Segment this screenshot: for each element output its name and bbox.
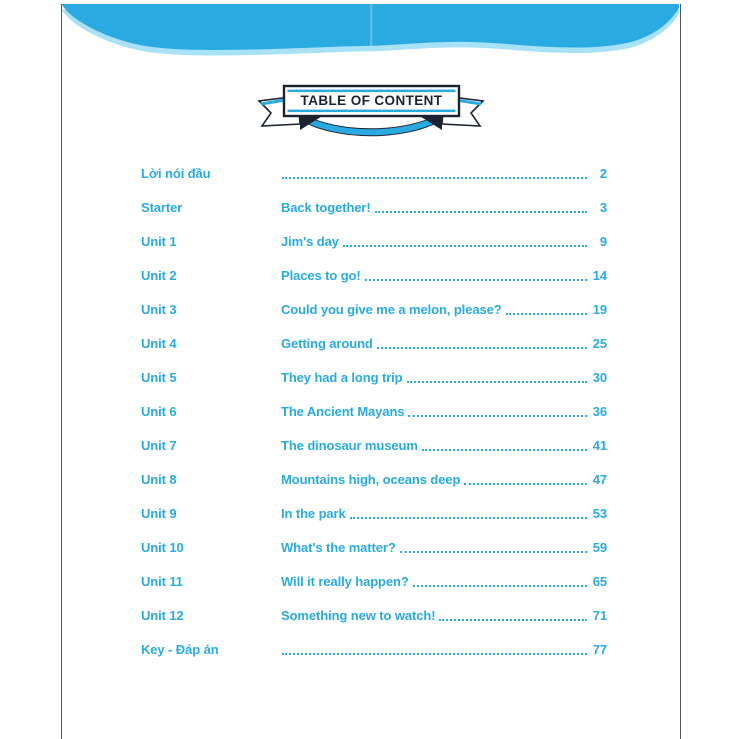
toc-entry	[281, 506, 607, 521]
toc-unit-label: Unit 9	[141, 505, 177, 521]
toc-row	[141, 598, 607, 632]
toc-row	[141, 327, 607, 361]
dot-leader	[400, 551, 587, 553]
toc-page-number: 59	[592, 539, 607, 555]
toc-title: Will it really happen?	[281, 573, 409, 589]
toc-entry	[281, 234, 607, 249]
page-fold-seam	[370, 4, 373, 46]
toc-page-number: 2	[599, 166, 607, 182]
toc-unit-label: Unit 10	[141, 539, 184, 555]
toc-title: They had a long trip	[281, 370, 403, 386]
toc-entry	[281, 438, 607, 453]
toc-page-number: 47	[592, 471, 607, 487]
toc-page-number: 30	[592, 370, 607, 386]
toc-title: Back together!	[281, 200, 371, 216]
dot-leader	[413, 585, 587, 587]
toc-entry	[281, 200, 607, 215]
toc-entry	[281, 404, 607, 419]
toc-page-number: 3	[599, 200, 607, 216]
toc-row	[141, 259, 607, 293]
toc-page-number: 14	[592, 268, 607, 284]
toc-row	[141, 225, 607, 259]
toc-row	[141, 564, 607, 598]
toc-unit-label: Starter	[141, 200, 183, 216]
dot-leader	[407, 381, 587, 383]
toc-unit-label: Unit 6	[141, 404, 177, 420]
toc-unit-label: Key - Đáp án	[141, 641, 219, 657]
toc-row	[141, 191, 607, 225]
toc-page-number: 65	[592, 573, 607, 589]
toc-title: What's the matter?	[281, 539, 396, 555]
toc-row	[141, 395, 607, 429]
toc-unit-label: Unit 1	[141, 234, 177, 250]
toc-entry	[281, 166, 607, 181]
toc-title: In the park	[281, 505, 346, 521]
toc-unit-label: Lời nói đầu	[141, 166, 211, 182]
dot-leader	[343, 245, 587, 247]
toc-unit-label: Unit 5	[141, 370, 177, 386]
toc-page-number: 53	[592, 505, 607, 521]
toc-row	[141, 496, 607, 530]
page-sheet	[61, 4, 681, 739]
toc-entry	[281, 642, 607, 657]
toc-entry	[281, 574, 607, 589]
toc-page-number: 25	[592, 336, 607, 352]
toc-entry	[281, 268, 607, 283]
dot-leader	[365, 279, 587, 281]
toc-row	[141, 157, 607, 191]
toc-entry	[281, 302, 607, 317]
toc-entry	[281, 608, 607, 623]
toc-unit-label: Unit 8	[141, 471, 177, 487]
toc-page-number: 19	[592, 302, 607, 318]
toc-title: Something new to watch!	[281, 607, 436, 623]
ribbon-banner	[257, 84, 485, 138]
toc-unit-label: Unit 12	[141, 607, 184, 623]
toc-title: The dinosaur museum	[281, 437, 418, 453]
toc-page-number: 71	[592, 607, 607, 623]
dot-leader	[282, 653, 587, 655]
dot-leader	[377, 347, 587, 349]
dot-leader	[375, 211, 587, 213]
toc-title: Mountains high, oceans deep	[281, 471, 461, 487]
toc-title: Getting around	[281, 336, 373, 352]
dot-leader	[408, 415, 587, 417]
toc-row	[141, 462, 607, 496]
toc-row	[141, 632, 607, 666]
dot-leader	[422, 449, 587, 451]
toc-page-number: 77	[592, 641, 607, 657]
dot-leader	[282, 177, 587, 179]
toc-page-number: 36	[592, 404, 607, 420]
toc-unit-label: Unit 7	[141, 437, 177, 453]
dot-leader	[350, 517, 587, 519]
toc-title: Could you give me a melon, please?	[281, 302, 502, 318]
toc-page-number: 41	[592, 437, 607, 453]
dot-leader	[464, 483, 587, 485]
toc-entry	[281, 336, 607, 351]
toc-list	[141, 157, 607, 666]
toc-entry	[281, 370, 607, 385]
toc-row	[141, 361, 607, 395]
toc-unit-label: Unit 11	[141, 573, 183, 589]
toc-entry	[281, 472, 607, 487]
banner-title: TABLE OF CONTENT	[300, 93, 443, 108]
header-wave	[62, 4, 679, 66]
dot-leader	[439, 619, 587, 621]
toc-unit-label: Unit 3	[141, 302, 177, 318]
toc-title: The Ancient Mayans	[281, 404, 405, 420]
toc-page-number: 9	[599, 234, 607, 250]
toc-row	[141, 429, 607, 463]
toc-row	[141, 530, 607, 564]
toc-entry	[281, 540, 607, 555]
toc-title: Jim's day	[281, 234, 339, 250]
toc-row	[141, 293, 607, 327]
dot-leader	[506, 313, 587, 315]
toc-title: Places to go!	[281, 268, 361, 284]
toc-unit-label: Unit 2	[141, 268, 177, 284]
toc-unit-label: Unit 4	[141, 336, 177, 352]
